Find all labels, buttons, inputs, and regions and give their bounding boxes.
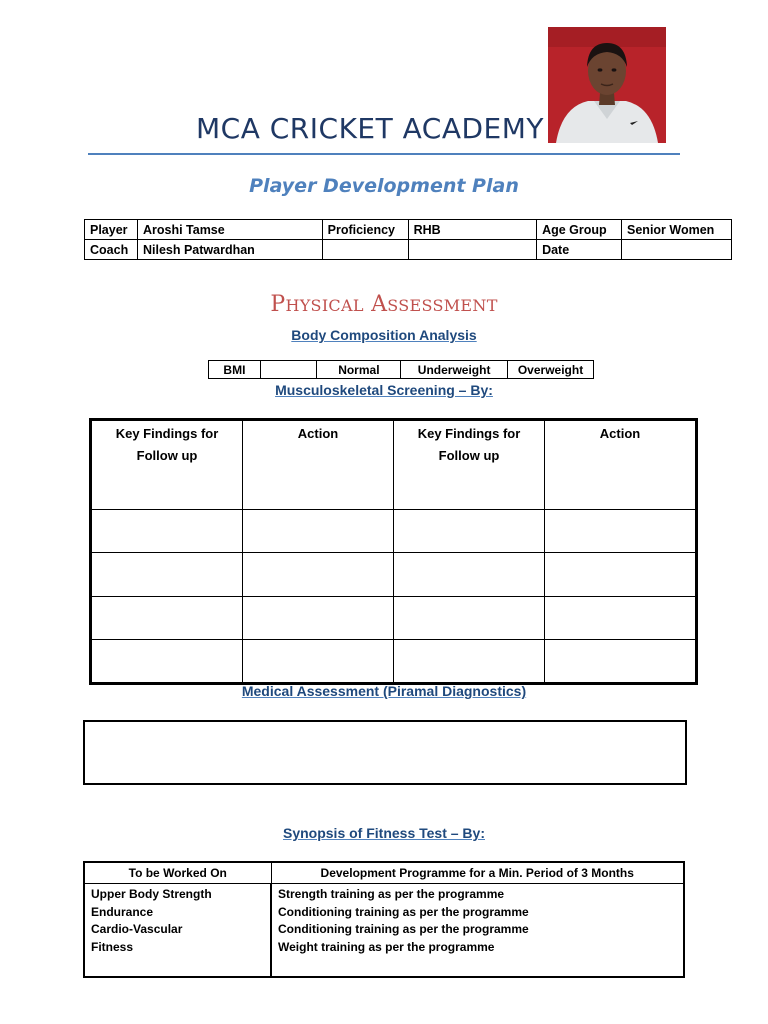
empty-cell xyxy=(408,240,537,260)
bmi-overweight: Overweight xyxy=(508,361,594,379)
table-row xyxy=(92,510,696,553)
table-row xyxy=(92,596,696,639)
list-item: Conditioning training as per the programme xyxy=(278,922,529,936)
physical-assessment-heading xyxy=(88,292,680,317)
bmi-table xyxy=(208,360,594,379)
empty-cell xyxy=(243,639,394,682)
empty-cell xyxy=(545,510,696,553)
empty-cell xyxy=(394,553,545,596)
musculoskeletal-heading: Musculoskeletal Screening – By: xyxy=(275,382,493,398)
academy-title: MCA CRICKET ACADEMY xyxy=(195,112,544,145)
fitness-synopsis-heading: Synopsis of Fitness Test – By: xyxy=(282,825,485,841)
title-divider xyxy=(88,153,680,155)
list-item: Strength training as per the programme xyxy=(278,887,505,901)
age-group-label: Age Group xyxy=(537,220,622,240)
key-findings-table xyxy=(89,418,698,685)
empty-cell xyxy=(394,639,545,682)
table-row xyxy=(85,240,732,260)
action-header: Action xyxy=(545,421,696,510)
worked-on-header: To be Worked On xyxy=(84,862,271,884)
findings-header: Key Findings for Follow up xyxy=(92,421,243,510)
list-item: Cardio-Vascular xyxy=(91,922,183,936)
list-item: Conditioning training as per the programme xyxy=(278,904,529,919)
player-name: Aroshi Tamse xyxy=(137,220,322,240)
programme-header: Development Programme for a Min. Period of 3 Months xyxy=(271,862,684,884)
table-header-row xyxy=(84,862,684,884)
proficiency-label: Proficiency xyxy=(322,220,408,240)
medical-assessment-box xyxy=(83,720,687,785)
heading-initial: P xyxy=(270,292,286,317)
table-row xyxy=(84,884,684,978)
medical-assessment-heading: Medical Assessment (Piramal Diagnostics) xyxy=(241,683,527,699)
list-item: Endurance xyxy=(91,904,154,919)
heading-initial: A xyxy=(371,292,388,317)
body-composition-heading: Body Composition Analysis xyxy=(291,327,477,343)
list-item: Upper Body Strength xyxy=(91,887,212,901)
list-item: Fitness xyxy=(91,939,134,954)
list-item: Weight training as per the programme xyxy=(278,939,495,954)
date-label: Date xyxy=(537,240,622,260)
player-info-table xyxy=(84,219,732,260)
empty-cell xyxy=(243,596,394,639)
table-row xyxy=(92,553,696,596)
empty-cell xyxy=(243,510,394,553)
table-row xyxy=(85,220,732,240)
heading-smallcaps: SSESSMENT xyxy=(387,296,498,315)
empty-cell xyxy=(545,596,696,639)
empty-cell xyxy=(394,596,545,639)
player-label: Player xyxy=(85,220,138,240)
heading-smallcaps: HYSICAL xyxy=(285,296,364,315)
table-row xyxy=(209,361,594,379)
empty-cell xyxy=(92,596,243,639)
findings-header: Key Findings for Follow up xyxy=(394,421,545,510)
empty-cell xyxy=(92,639,243,682)
coach-name: Nilesh Patwardhan xyxy=(137,240,322,260)
table-row xyxy=(92,639,696,682)
bmi-value xyxy=(260,361,317,379)
plan-title: Player Development Plan xyxy=(249,175,519,197)
empty-cell xyxy=(92,510,243,553)
table-header-row xyxy=(92,421,696,510)
bmi-label: BMI xyxy=(209,361,261,379)
action-header: Action xyxy=(243,421,394,510)
empty-cell xyxy=(243,553,394,596)
programmes-cell xyxy=(271,884,684,978)
bmi-normal: Normal xyxy=(317,361,401,379)
empty-cell xyxy=(92,553,243,596)
empty-cell xyxy=(545,553,696,596)
coach-label: Coach xyxy=(85,240,138,260)
empty-cell xyxy=(545,639,696,682)
proficiency-value: RHB xyxy=(408,220,537,240)
bmi-underweight: Underweight xyxy=(401,361,508,379)
empty-cell xyxy=(322,240,408,260)
fitness-table xyxy=(83,861,685,978)
date-value xyxy=(622,240,732,260)
age-group-value: Senior Women xyxy=(622,220,732,240)
focus-areas-cell xyxy=(84,884,271,978)
empty-cell xyxy=(394,510,545,553)
